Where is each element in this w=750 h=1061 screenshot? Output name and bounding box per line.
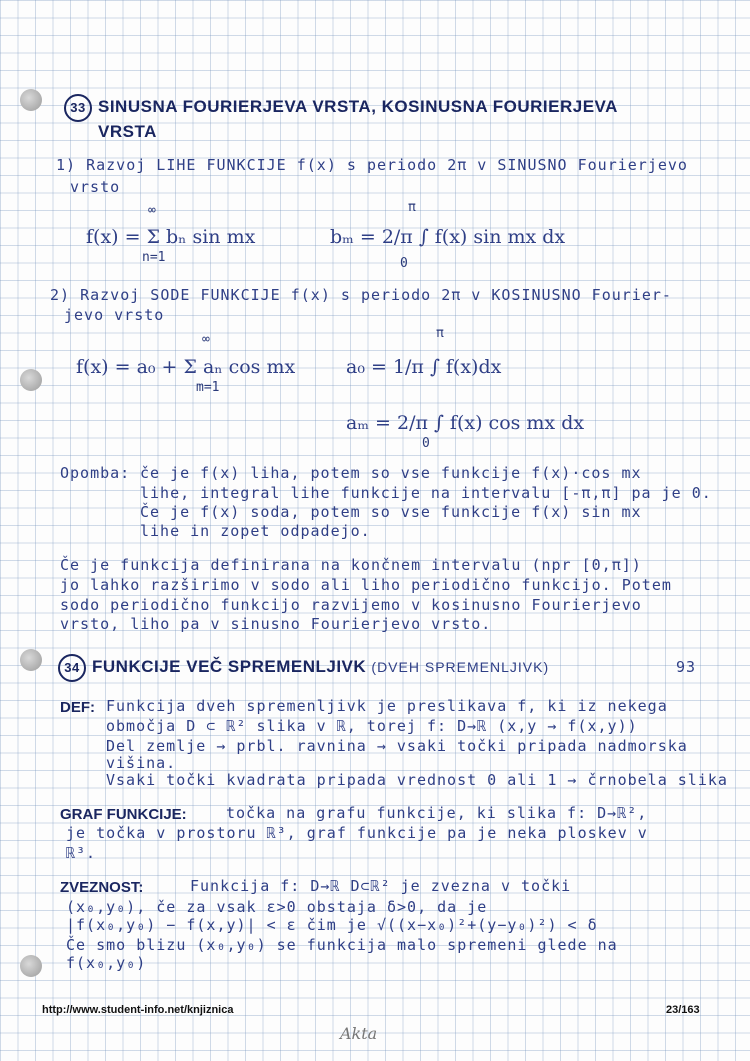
formula-1-sup: ∞ — [148, 203, 156, 218]
page-number-note: 93 — [676, 658, 697, 676]
paragraph-line-1: Če je funkcija definirana na končnem intervalu (npr [0,π]) — [60, 556, 642, 574]
note-line-2: lihe, integral lihe funkcije na intervalu [-π,π] pa je 0. — [140, 484, 712, 502]
def-line-1: Funkcija dveh spremenljivk je preslikava f, ki iz nekega — [106, 697, 668, 715]
formula-1-index: n=1 — [142, 250, 166, 265]
graph-label: GRAF FUNKCIJE: — [60, 806, 187, 823]
note-line-3: Če je f(x) soda, potem so vse funkcije f(x) sin mx — [140, 503, 642, 521]
def-label: DEF: — [60, 699, 95, 716]
formula-cosine-series: f(x) = a₀ + Σ aₙ cos mx — [76, 356, 296, 378]
footer-page-number: 23/163 — [666, 1004, 700, 1016]
continuity-line-2: (x₀,y₀), če za vsak ε>0 obstaja δ>0, da je — [66, 898, 488, 916]
section-33-title-cont: VRSTA — [98, 122, 157, 141]
formula-am: aₘ = 2/π ∫ f(x) cos mx dx — [346, 412, 585, 434]
note-label: Opomba: — [60, 464, 131, 482]
continuity-line-1: Funkcija f: D→ℝ D⊂ℝ² je zvezna v točki — [190, 877, 572, 895]
continuity-line-5: f(x₀,y₀) — [66, 954, 147, 972]
def-line-4: višina. — [106, 754, 177, 772]
formula-a0: a₀ = 1/π ∫ f(x)dx — [346, 356, 502, 378]
formula-sine-coefficient: bₘ = 2/π ∫ f(x) sin mx dx — [330, 226, 566, 248]
section-number: 33 — [64, 94, 92, 122]
binder-hole — [20, 649, 42, 671]
section-number: 34 — [58, 654, 86, 682]
paragraph-line-4: vrsto, liho pa v sinusno Fourierjevo vrsto. — [60, 615, 492, 633]
continuity-line-3: |f(x₀,y₀) − f(x,y)| < ε čim je √((x−x₀)²+(y−y₀)²) < δ — [66, 916, 598, 934]
formula-2-sup: ∞ — [202, 332, 210, 347]
binder-hole — [20, 89, 42, 111]
note-line-4: lihe in zopet odpadejo. — [140, 522, 371, 540]
section-34-title: 34 FUNKCIJE VEČ SPREMENLJIVK (DVEH SPREMENLJIVK) — [58, 654, 549, 682]
graph-line-1: točka na grafu funkcije, ki slika f: D→ℝ², — [226, 804, 648, 822]
paragraph-line-3: sodo periodično funkcijo razvijemo v kosinusno Fourierjevo — [60, 596, 642, 614]
formula-1-lim-bot: 0 — [400, 256, 408, 271]
def-line-2: območja D ⊂ ℝ² slika v ℝ, torej f: D→ℝ (x,y → f(x,y)) — [106, 717, 638, 735]
graph-line-3: ℝ³. — [66, 844, 97, 862]
def-line-3: Del zemlje → prbl. ravnina → vsaki točki pripada nadmorska — [106, 737, 688, 755]
binder-hole — [20, 369, 42, 391]
paragraph-line-2: jo lahko razširimo v sodo ali liho periodično funkcijo. Potem — [60, 576, 672, 594]
footer-url[interactable]: http://www.student-info.net/knjiznica — [42, 1004, 234, 1016]
item-1-line-1: 1) Razvoj LIHE FUNKCIJE f(x) s periodo 2π v SINUSNO Fourierjevo — [56, 156, 688, 174]
akta-logo: Akta — [340, 1024, 378, 1043]
formula-2-index: m=1 — [196, 380, 220, 395]
section-34-subtitle: (DVEH SPREMENLJIVK) — [371, 659, 550, 675]
item-1-line-2: vrsto — [70, 178, 121, 196]
note-line-1: če je f(x) liha, potem so vse funkcije f(x)·cos mx — [140, 464, 642, 482]
formula-2-lim-bot: 0 — [422, 436, 430, 451]
formula-sine-series: f(x) = Σ bₙ sin mx — [86, 226, 256, 248]
def-line-5: Vsaki točki kvadrata pripada vrednost 0 ali 1 → črnobela slika — [106, 771, 728, 789]
continuity-label: ZVEZNOST: — [60, 879, 144, 896]
item-2-line-2: jevo vrsto — [64, 306, 165, 324]
item-2-line-1: 2) Razvoj SODE FUNKCIJE f(x) s periodo 2π v KOSINUSNO Fourier- — [50, 286, 672, 304]
graph-line-2: je točka v prostoru ℝ³, graf funkcije pa je neka ploskev v — [66, 824, 648, 842]
continuity-line-4: Če smo blizu (x₀,y₀) se funkcija malo spremeni glede na — [66, 936, 618, 954]
section-33-title: 33 SINUSNA FOURIERJEVA VRSTA, KOSINUSNA FOURIERJEVA — [64, 94, 618, 122]
binder-hole — [20, 955, 42, 977]
formula-1-lim-top: π — [408, 200, 416, 215]
formula-2-lim-top: π — [436, 326, 444, 341]
